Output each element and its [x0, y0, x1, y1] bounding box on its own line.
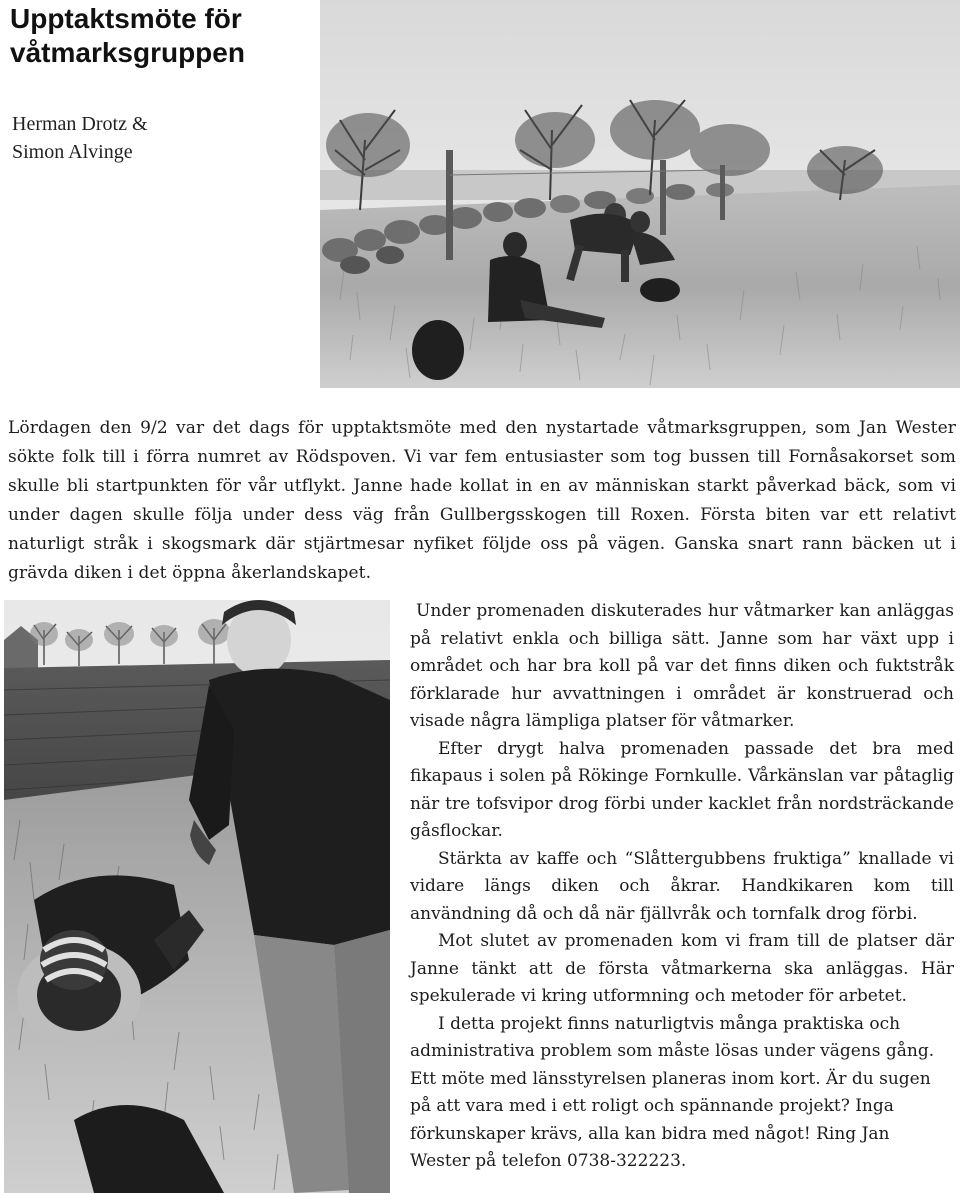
paragraph-5: I detta projekt finns naturligtvis många praktiska och administrativa problem som måste lösas under vägens gång. Ett möte med länsstyrelsen planeras inom kort. Är du sugen på att vara med i ett roligt och spännande projekt? Inga förkunskaper krävs, alla kan bidra med något! Ring Jan Wester på telefon 0738-322223.: [410, 1013, 935, 1171]
paragraph-4: Mot slutet av promenaden kom vi fram till de platser där Janne tänkt att de första våtmarkerna ska anläggas. Här spekulerade vi kring utformning och metoder för arbetet.: [410, 931, 954, 1006]
article-title: [10, 2, 310, 70]
paragraph-1: Under promenaden diskuterades hur våtmarker kan anläggas på relativt enkla och billiga sätt. Janne som har växt upp i området och har bra koll på var det finns diken och fuktstråk förklarade hur avvattningen i området är konstruerad och visade några lämpliga platser för våtmarker.: [410, 601, 954, 731]
paragraph-2: Efter drygt halva promenaden passade det bra med fikapaus i solen på Rökinge Fornkulle. Vårkänslan var påtaglig när tre tofsvipor drog förbi under kacklet från nordsträckande gåsflockar.: [410, 738, 954, 841]
photo-ditch: [4, 600, 390, 1193]
right-column: [410, 598, 954, 1176]
article-title-line2: våtmarksgruppen: [10, 37, 245, 68]
article-title-line1: Upptaktsmöte för: [10, 3, 242, 34]
author-line1: Herman Drotz &: [12, 113, 148, 135]
photo-group-resting-graphic: [320, 0, 960, 388]
article-authors: [12, 110, 302, 166]
intro-paragraph: Lördagen den 9/2 var det dags för upptaktsmöte med den nystartade våtmarksgruppen, som Jan Wester sökte folk till i förra numret av Rödspoven. Vi var fem entusiaster som tog bussen till Fornåsakorset som skulle bli startpunkten för vår utflykt. Janne hade kollat in en av människan starkt påverkad bäck, som vi under dagen skulle följa under dess väg från Gullbergsskogen till Roxen. Första biten var ett relativt naturligt stråk i skogsmark där stjärtmesar nyfiket följde oss på vägen. Ganska snart rann bäcken ut i grävda diken i det öppna åkerlandskapet.: [8, 418, 956, 583]
author-line2: Simon Alvinge: [12, 141, 133, 163]
photo-ditch-graphic: [4, 600, 390, 1193]
photo-group-resting: [320, 0, 960, 388]
paragraph-3: Stärkta av kaffe och “Slåttergubbens fruktiga” knallade vi vidare längs diken och åkrar. Handkikaren kom till användning då och då när fjällvråk och tornfalk drog förbi.: [410, 848, 954, 924]
